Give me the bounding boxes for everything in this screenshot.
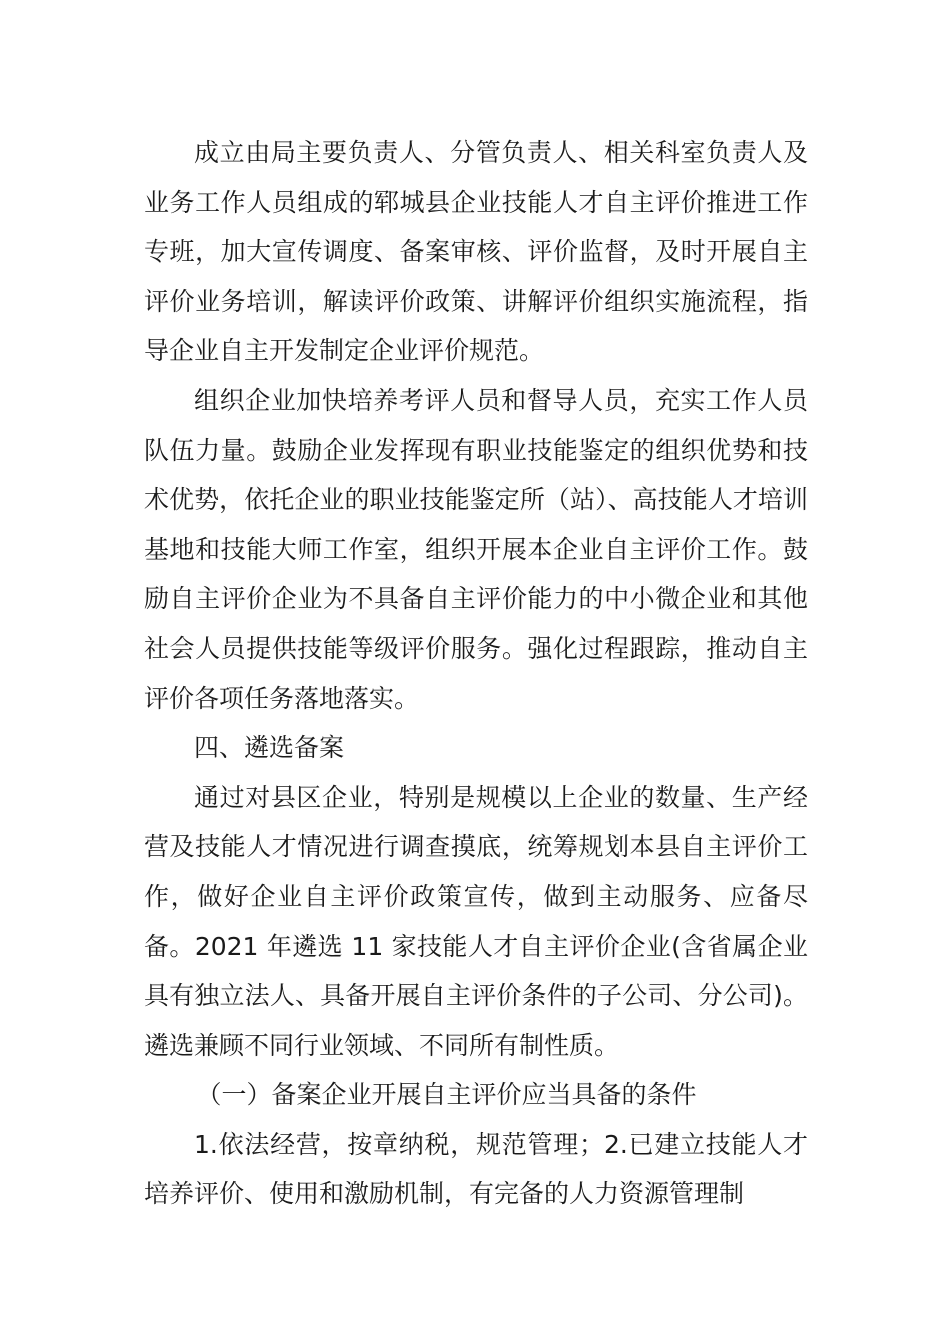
paragraph-work-team: 成立由局主要负责人、分管负责人、相关科室负责人及业务工作人员组成的郓城县企业技能人才自主评价推进工作专班，加大宣传调度、备案审核、评价监督，及时开展自主评价业务培训，解读评价政策、讲解评价组织实施流程，指导企业自主开发制定企业评价规范。 (144, 138, 808, 366)
paragraph-conditions-list: 1.依法经营，按章纳税，规范管理；2.已建立技能人才培养评价、使用和激励机制，有完备的人力资源管理制 (144, 1129, 808, 1209)
paragraph-assessors: 组织企业加快培养考评人员和督导人员，充实工作人员队伍力量。鼓励企业发挥现有职业技能鉴定的组织优势和技术优势，依托企业的职业技能鉴定所（站）、高技能人才培训基地和技能大师工作室，组织开展本企业自主评价工作。鼓励自主评价企业为不具备自主评价能力的中小微企业和其他社会人员提供技能等级评价服务。强化过程跟踪，推动自主评价各项任务落地落实。 (144, 385, 808, 713)
subheading-filing-conditions: （一）备案企业开展自主评价应当具备的条件 (196, 1080, 697, 1110)
section-heading-selection-filing: 四、遴选备案 (194, 733, 345, 763)
paragraph-survey-selection: 通过对县区企业，特别是规模以上企业的数量、生产经营及技能人才情况进行调查摸底，统筹规划本县自主评价工作，做好企业自主评价政策宣传，做到主动服务、应备尽备。2021 年遴选 11 家技能人才自主评价企业(含省属企业具有独立法人、具备开展自主评价条件的子公司、分公司)。遴选兼顾不同行业领域、不同所有制性质。 (144, 782, 808, 1060)
document-body (144, 128, 808, 1219)
